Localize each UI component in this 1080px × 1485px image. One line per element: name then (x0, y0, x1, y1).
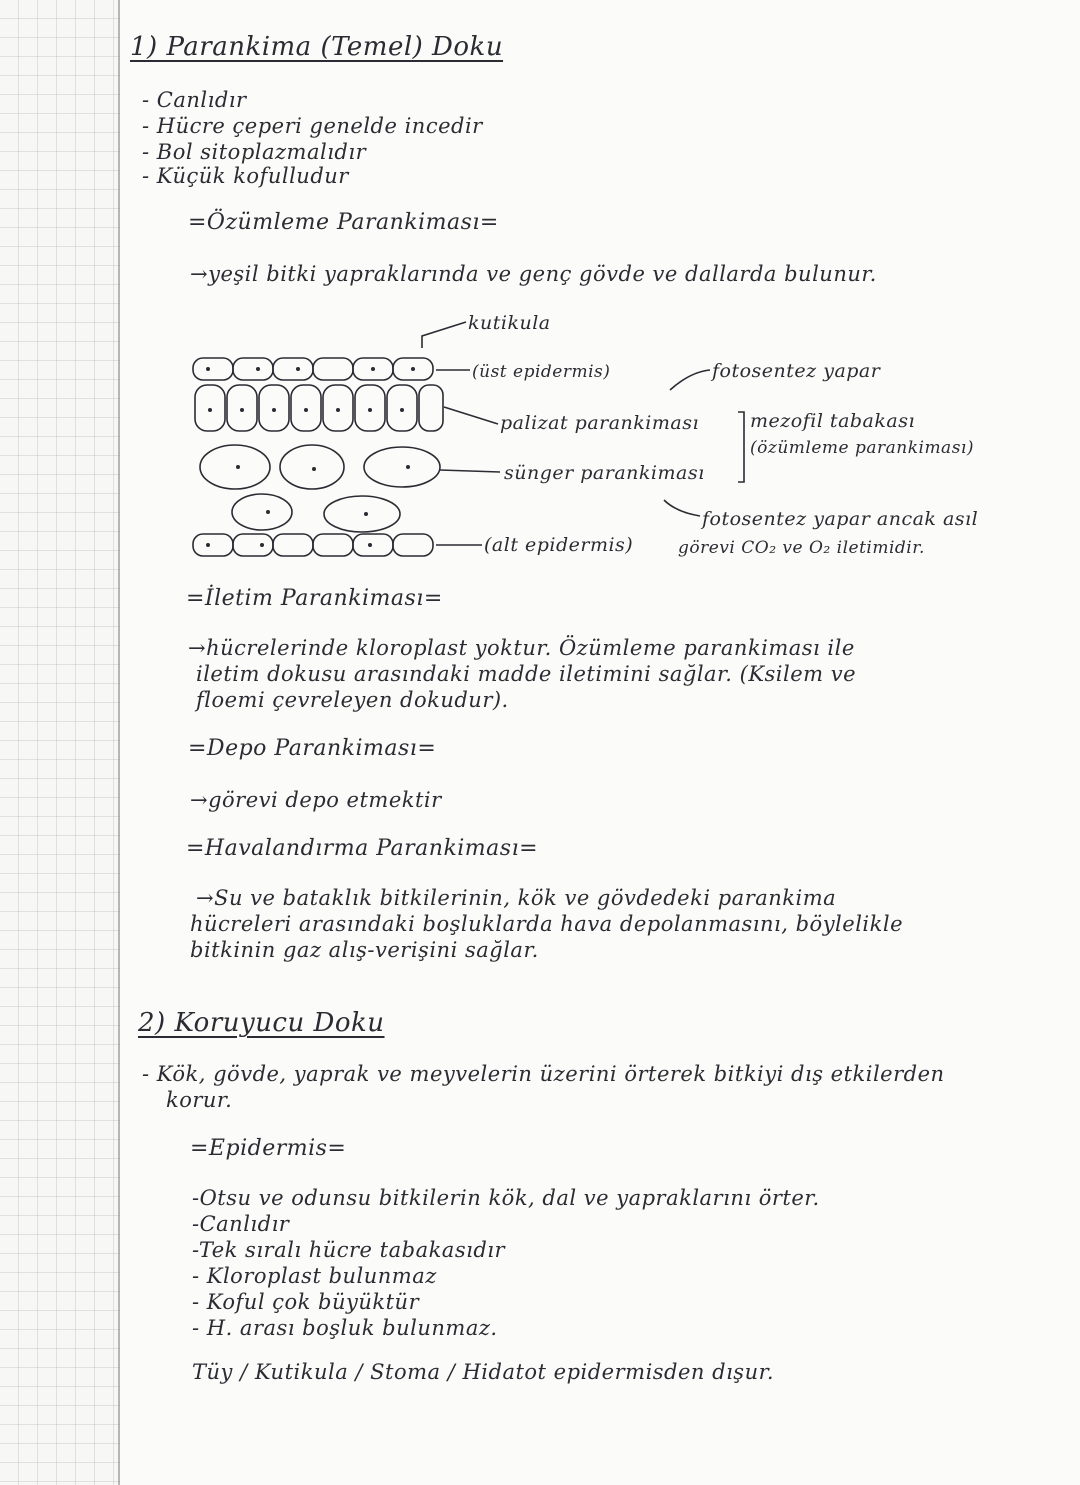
label-fotosentez-1: fotosentez yapar (712, 360, 881, 382)
depo-desc: →görevi depo etmektir (190, 788, 442, 812)
label-fotosentez-2: fotosentez yapar ancak asıl (702, 508, 979, 530)
ozumleme-heading: =Özümleme Parankiması= (188, 210, 499, 235)
iletim-line: iletim dokusu arasındaki madde iletimini sağlar. (Ksilem ve (196, 662, 857, 686)
havalandirma-line: bitkinin gaz alış-verişini sağlar. (190, 938, 539, 962)
iletim-line: floemi çevreleyen dokudur). (196, 688, 509, 712)
iletim-heading: =İletim Parankiması= (186, 586, 443, 611)
havalandirma-heading: =Havalandırma Parankiması= (186, 836, 539, 861)
section1-prop: - Hücre çeperi genelde incedir (142, 114, 483, 138)
epidermis-prop: - Kloroplast bulunmaz (192, 1264, 437, 1288)
section1-prop: - Bol sitoplazmalıdır (142, 140, 367, 164)
section2-title: 2) Koruyucu Doku (138, 1008, 385, 1038)
label-palizat: palizat parankiması (500, 412, 700, 434)
section2-line: - Kök, gövde, yaprak ve meyvelerin üzerini örterek bitkiyi dış etkilerden (142, 1062, 945, 1086)
label-mezofil: mezofil tabakası (750, 410, 916, 432)
section1-prop: - Küçük kofulludur (142, 164, 349, 188)
ozumleme-desc: →yeşil bitki yapraklarında ve genç gövde ve dallarda bulunur. (190, 262, 877, 286)
epidermis-prop: -Canlıdır (192, 1212, 290, 1236)
epidermis-prop: - H. arası boşluk bulunmaz. (192, 1316, 498, 1340)
epidermis-footer: Tüy / Kutikula / Stoma / Hidatot epidermisden dışur. (192, 1360, 774, 1384)
havalandirma-line: →Su ve bataklık bitkilerinin, kök ve gövdedeki parankima (196, 886, 837, 910)
label-ust-epidermis: (üst epidermis) (472, 362, 611, 382)
section2-line: korur. (166, 1088, 233, 1112)
epidermis-prop: -Otsu ve odunsu bitkilerin kök, dal ve yapraklarını örter. (192, 1186, 820, 1210)
epidermis-prop: - Koful çok büyüktür (192, 1290, 420, 1314)
label-mezofil-alt: (özümleme parankiması) (750, 438, 974, 458)
label-gorevi: görevi CO₂ ve O₂ iletimidir. (678, 538, 925, 558)
epidermis-prop: -Tek sıralı hücre tabakasıdır (192, 1238, 506, 1262)
havalandirma-line: hücreleri arasındaki boşluklarda hava depolanmasını, böylelikle (190, 912, 904, 936)
section1-title: 1) Parankima (Temel) Doku (130, 32, 504, 62)
epidermis-heading: =Epidermis= (190, 1136, 347, 1161)
iletim-line: →hücrelerinde kloroplast yoktur. Özümleme parankiması ile (188, 636, 855, 660)
depo-heading: =Depo Parankiması= (188, 736, 437, 761)
label-alt-epidermis: (alt epidermis) (484, 534, 634, 556)
section1-prop: - Canlıdır (142, 88, 247, 112)
label-kutikula: kutikula (468, 312, 551, 334)
label-sunger: sünger parankiması (504, 462, 705, 484)
